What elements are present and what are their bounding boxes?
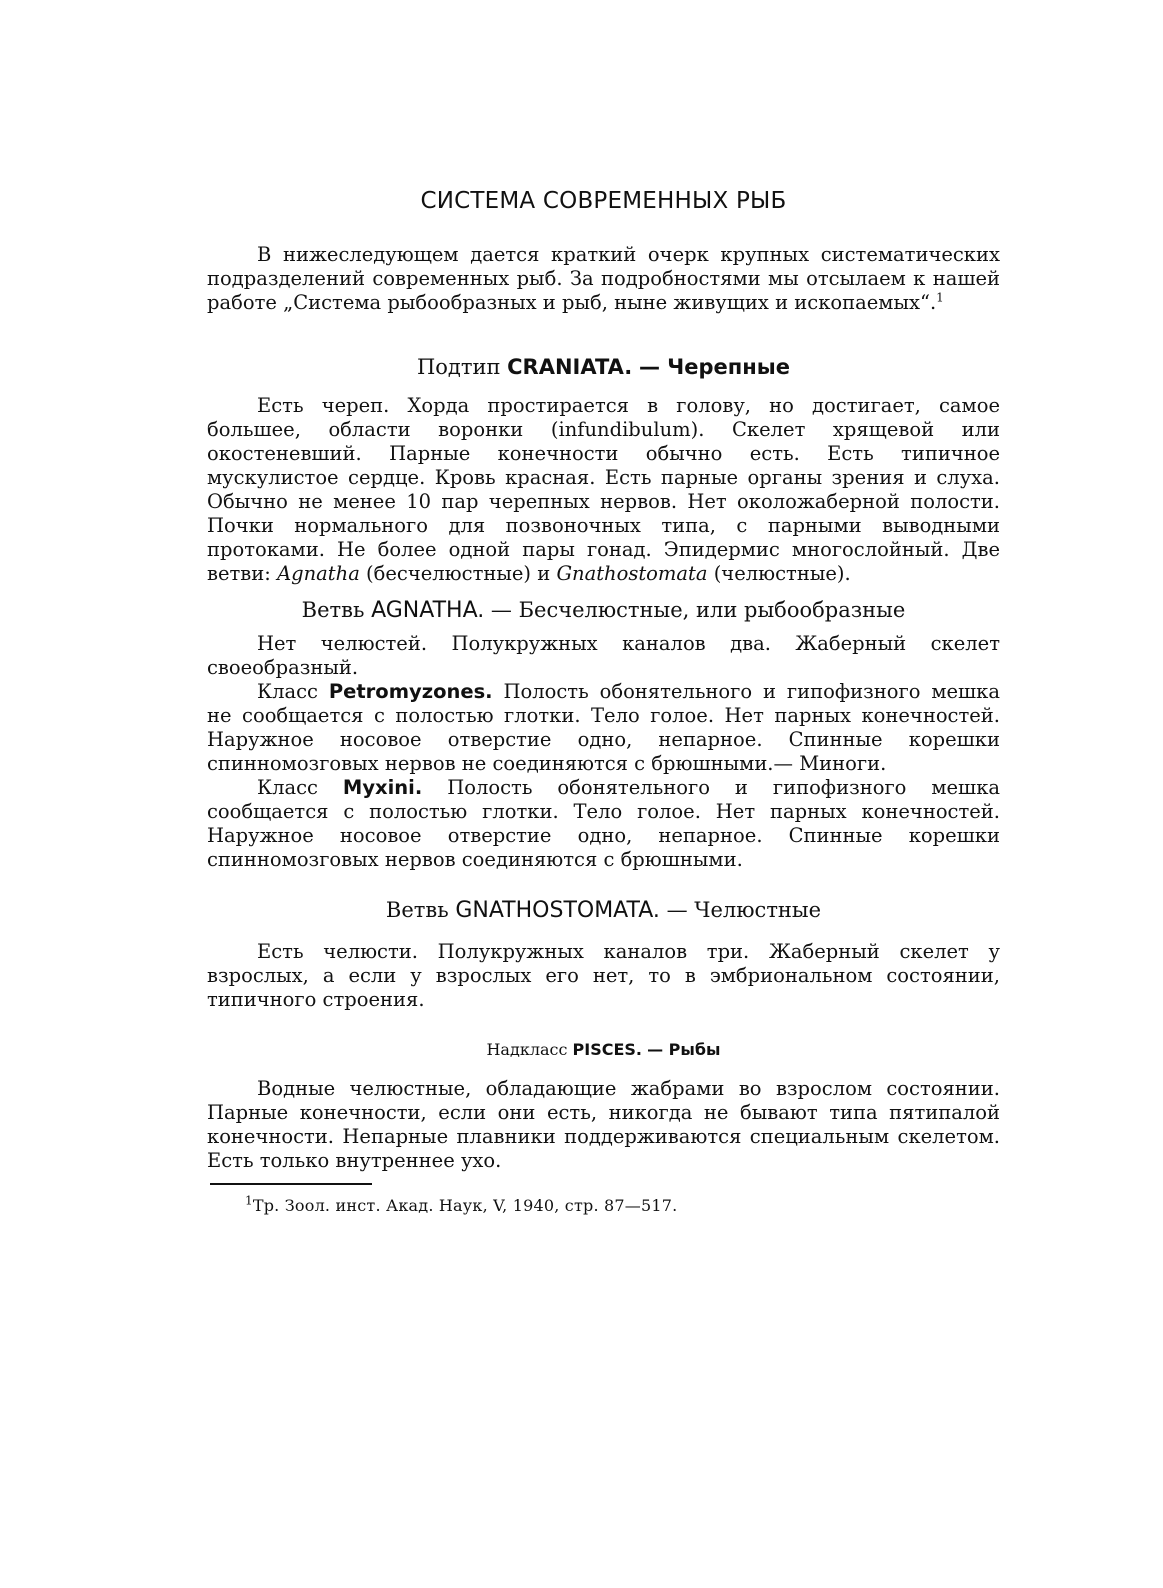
craniata-heading-suffix: — Черепные <box>638 355 791 379</box>
gnathostomata-heading-suffix: — Челюстные <box>666 898 822 922</box>
pisces-heading-suffix: — Рыбы <box>647 1040 721 1059</box>
craniata-heading-prefix: Подтип <box>416 355 501 379</box>
pisces-heading-prefix: Надкласс <box>486 1040 568 1059</box>
footnote-reference: 1 <box>936 290 944 305</box>
gnathostomata-section <box>207 940 1000 1012</box>
craniata-heading <box>207 355 1000 379</box>
agnatha-heading-prefix: Ветвь <box>301 598 365 622</box>
page-title: СИСТЕМА СОВРЕМЕННЫХ РЫБ <box>420 188 787 214</box>
agnatha-heading <box>207 598 1000 623</box>
gnathostomata-paragraph: Есть челюсти. Полукружных каналов три. Жаберный скелет у взрослых, а если у взрослых его нет, то в эмбриональном состоянии, типичного строения. <box>207 940 1000 1011</box>
intro-text: В нижеследующем дается краткий очерк крупных систематических подразделений современных рыб. За подробностями мы отсылаем к нашей работе „Система рыбообразных и рыб, ныне живущих и ископаемых“. <box>207 243 1000 314</box>
myxini-text: Полость обонятельного и гипофизного мешка сообщается с полостью глотки. Тело голое. Нет парных конечностей. Наружное носовое отверстие одно, непарное. Спинные корешки спинномозговых нервов соединяются с брюшными. <box>207 776 1001 871</box>
agnatha-heading-name: AGNATHA. <box>371 598 485 623</box>
myxini-name: Myxini. <box>342 776 423 799</box>
petromyzones-prefix: Класс <box>257 680 318 703</box>
intro-section <box>207 243 1000 315</box>
petromyzones-name: Petromyzones. <box>328 680 493 703</box>
craniata-section <box>207 394 1000 586</box>
gnathostomata-heading-prefix: Ветвь <box>385 898 449 922</box>
myxini-paragraph <box>207 776 1000 872</box>
craniata-text-2: (бесчелюстные) и <box>366 562 551 585</box>
pisces-heading-name: PISCES. <box>572 1040 643 1059</box>
intro-paragraph <box>207 243 1000 315</box>
craniata-text-3: (челюстные). <box>713 562 851 585</box>
myxini-prefix: Класс <box>257 776 318 799</box>
craniata-heading-name: CRANIATA. <box>507 355 633 379</box>
gnathostomata-heading <box>207 898 1000 923</box>
craniata-term-agnatha: Agnatha <box>277 562 360 585</box>
pisces-heading <box>207 1040 1000 1059</box>
footnote <box>245 1193 678 1215</box>
gnathostomata-heading-name: GNATHOSTOMATA. <box>455 898 660 923</box>
craniata-term-gnathostomata: Gnathostomata <box>556 562 708 585</box>
pisces-paragraph: Водные челюстные, обладающие жабрами во взрослом состоянии. Парные конечности, если они есть, никогда не бывают типа пятипалой конечности. Непарные плавники поддерживаются специальным скелетом. Есть только внутреннее ухо. <box>207 1077 1000 1172</box>
footnote-text: Тр. Зоол. инст. Акад. Наук, V, 1940, стр. 87—517. <box>252 1196 678 1215</box>
pisces-section <box>207 1077 1000 1173</box>
petromyzones-paragraph <box>207 680 1000 776</box>
agnatha-paragraph: Нет челюстей. Полукружных каналов два. Жаберный скелет своеобразный. <box>207 632 1000 679</box>
craniata-paragraph <box>207 394 1000 586</box>
footnote-mark: 1 <box>245 1193 253 1208</box>
craniata-text-1: Есть череп. Хорда простирается в голову, но достигает, самое большее, области воронки (infundibulum). Скелет хрящевой или окостеневший. Парные конечности обычно есть. Есть типичное мускулистое сердце. Кровь красная. Есть парные органы зрения и слуха. Обычно не менее 10 пар черепных нервов. Нет околожаберной полости. Почки нормального для позвоночных типа, с парными выводными протоками. Не более одной пары гонад. Эпидермис многослойный. Две ветви: <box>207 394 1000 585</box>
petromyzones-text: Полость обонятельного и гипофизного мешка не сообщается с полостью глотки. Тело голое. Нет парных конечностей. Наружное носовое отверстие одно, непарное. Спинные корешки спинномозговых нервов не соединяются с брюшными.— Миноги. <box>207 680 1000 775</box>
agnatha-section <box>207 632 1000 872</box>
footnote-divider <box>210 1183 372 1185</box>
agnatha-heading-suffix: — Бесчелюстные, или рыбообразные <box>490 598 906 622</box>
